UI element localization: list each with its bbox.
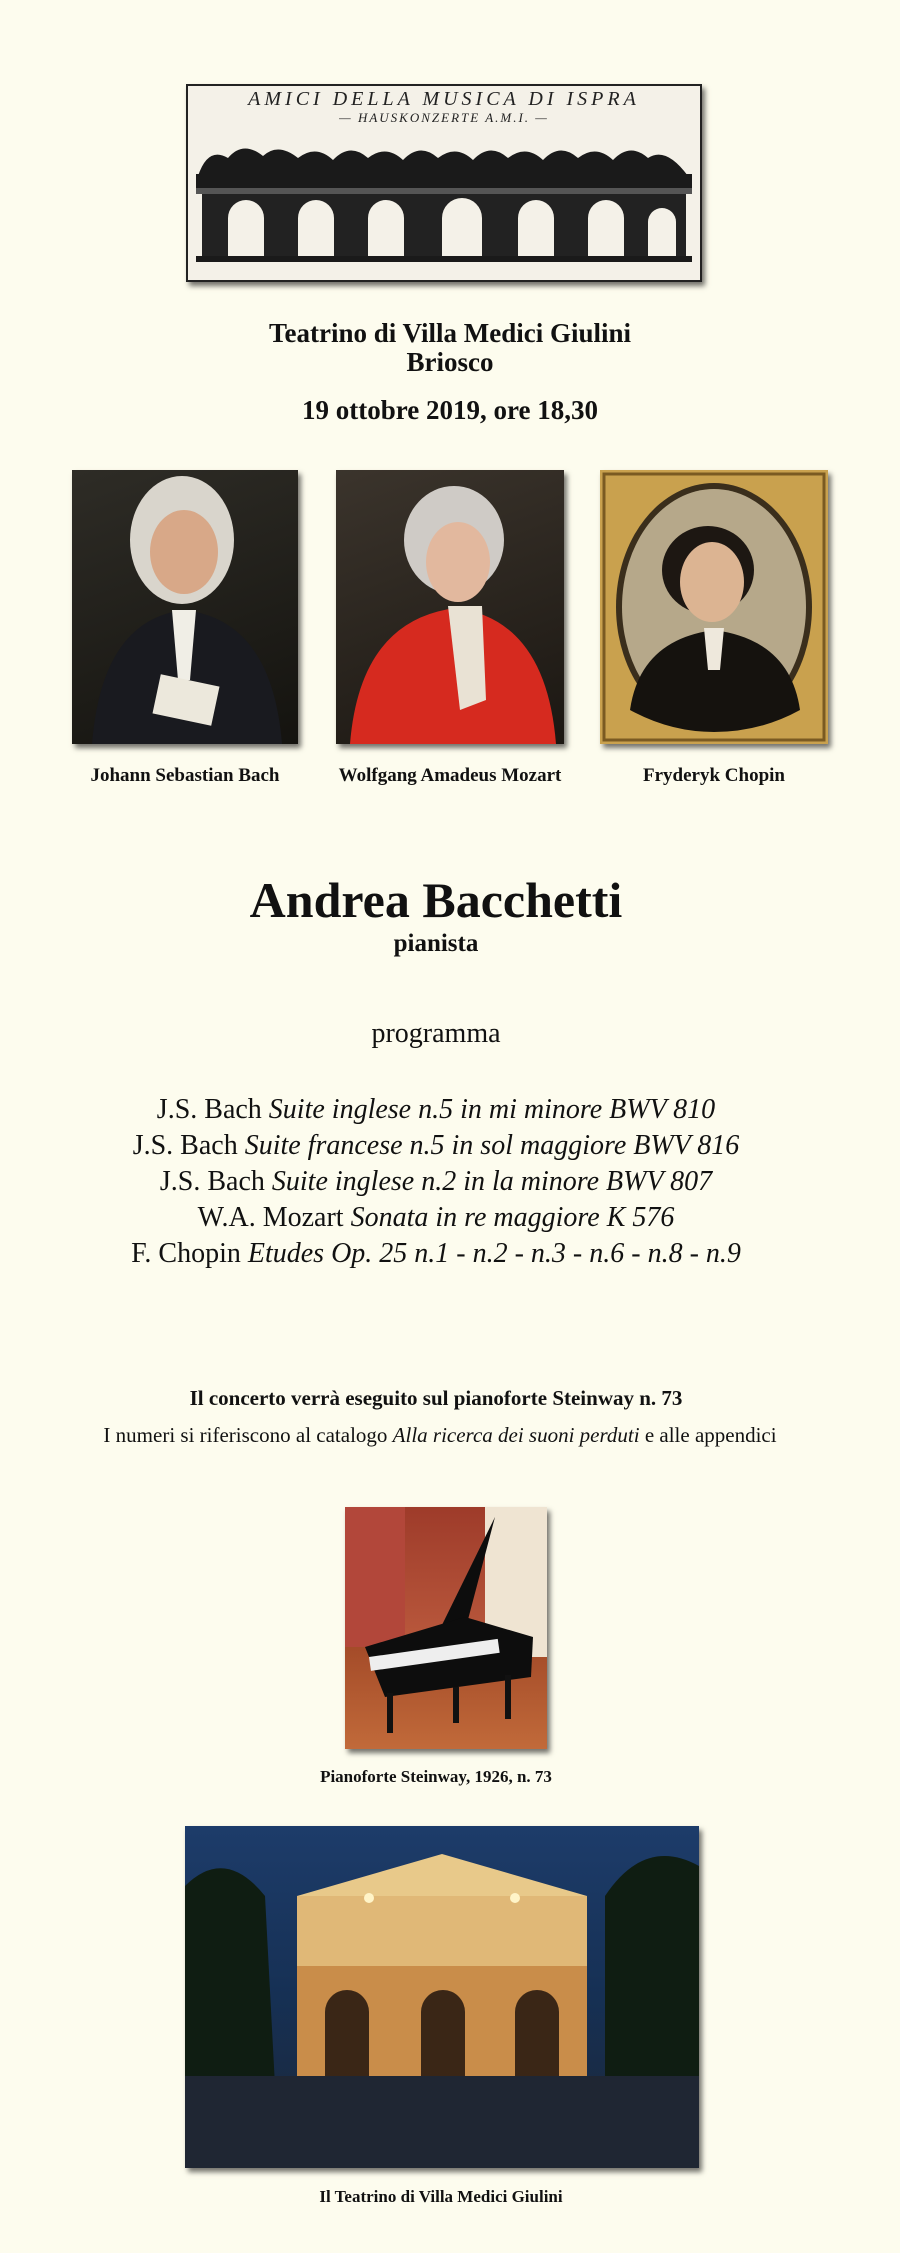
teatrino-photo [185,1826,699,2168]
teatrino-caption: Il Teatrino di Villa Medici Giulini [319,2187,563,2206]
program-composer: J.S. Bach [156,1094,262,1125]
composer-caption: Wolfgang Amadeus Mozart [338,765,562,786]
venue-name: Teatrino di Villa Medici Giulini [268,318,632,348]
header-engraving-title: AMICI DELLA MUSICA DI ISPRA [248,88,640,110]
catalog-note [0,1423,880,1448]
program-heading: programma [371,1018,501,1049]
catalog-title: Alla ricerca dei suoni perduti [392,1423,640,1447]
program-work: Suite francese n.5 in sol maggiore BWV 816 [244,1130,740,1161]
program-composer: J.S. Bach [132,1130,238,1161]
program-item [0,1092,872,1128]
bach-portrait [72,470,298,744]
arcade-engraving-icon [188,136,700,280]
program-item [0,1128,872,1164]
catalog-note-suffix: e alle appendici [644,1423,777,1447]
header-engraving-subtitle: — HAUSKONZERTE A.M.I. — [339,110,549,125]
piano-caption: Pianoforte Steinway, 1926, n. 73 [320,1767,552,1786]
concert-date: 19 ottobre 2019, ore 18,30 [302,395,598,425]
composer-caption: Johann Sebastian Bach [90,765,280,786]
program-item [0,1236,872,1272]
performer-name: Andrea Bacchetti [249,872,623,928]
venue-town: Briosco [406,347,494,377]
chopin-portrait [600,470,828,744]
composer-caption: Fryderyk Chopin [643,765,785,786]
program-item [0,1164,872,1200]
mozart-portrait [336,470,564,744]
program-work: Sonata in re maggiore K 576 [350,1202,675,1233]
piano-note: Il concerto verrà eseguito sul pianoforte Steinway n. 73 [189,1386,683,1410]
program-item [0,1200,872,1236]
catalog-note-prefix: I numeri si riferiscono al catalogo [103,1423,388,1447]
program-list [0,1092,872,1272]
program-composer: F. Chopin [131,1238,241,1269]
program-work: Etudes Op. 25 n.1 - n.2 - n.3 - n.6 - n.8 - n.9 [247,1238,741,1269]
steinway-piano-photo [345,1507,547,1749]
program-work: Suite inglese n.2 in la minore BWV 807 [271,1166,713,1197]
program-composer: J.S. Bach [159,1166,265,1197]
header-engraving-image [186,84,702,282]
performer-role: pianista [393,930,479,957]
program-work: Suite inglese n.5 in mi minore BWV 810 [268,1094,716,1125]
program-composer: W.A. Mozart [197,1202,344,1233]
